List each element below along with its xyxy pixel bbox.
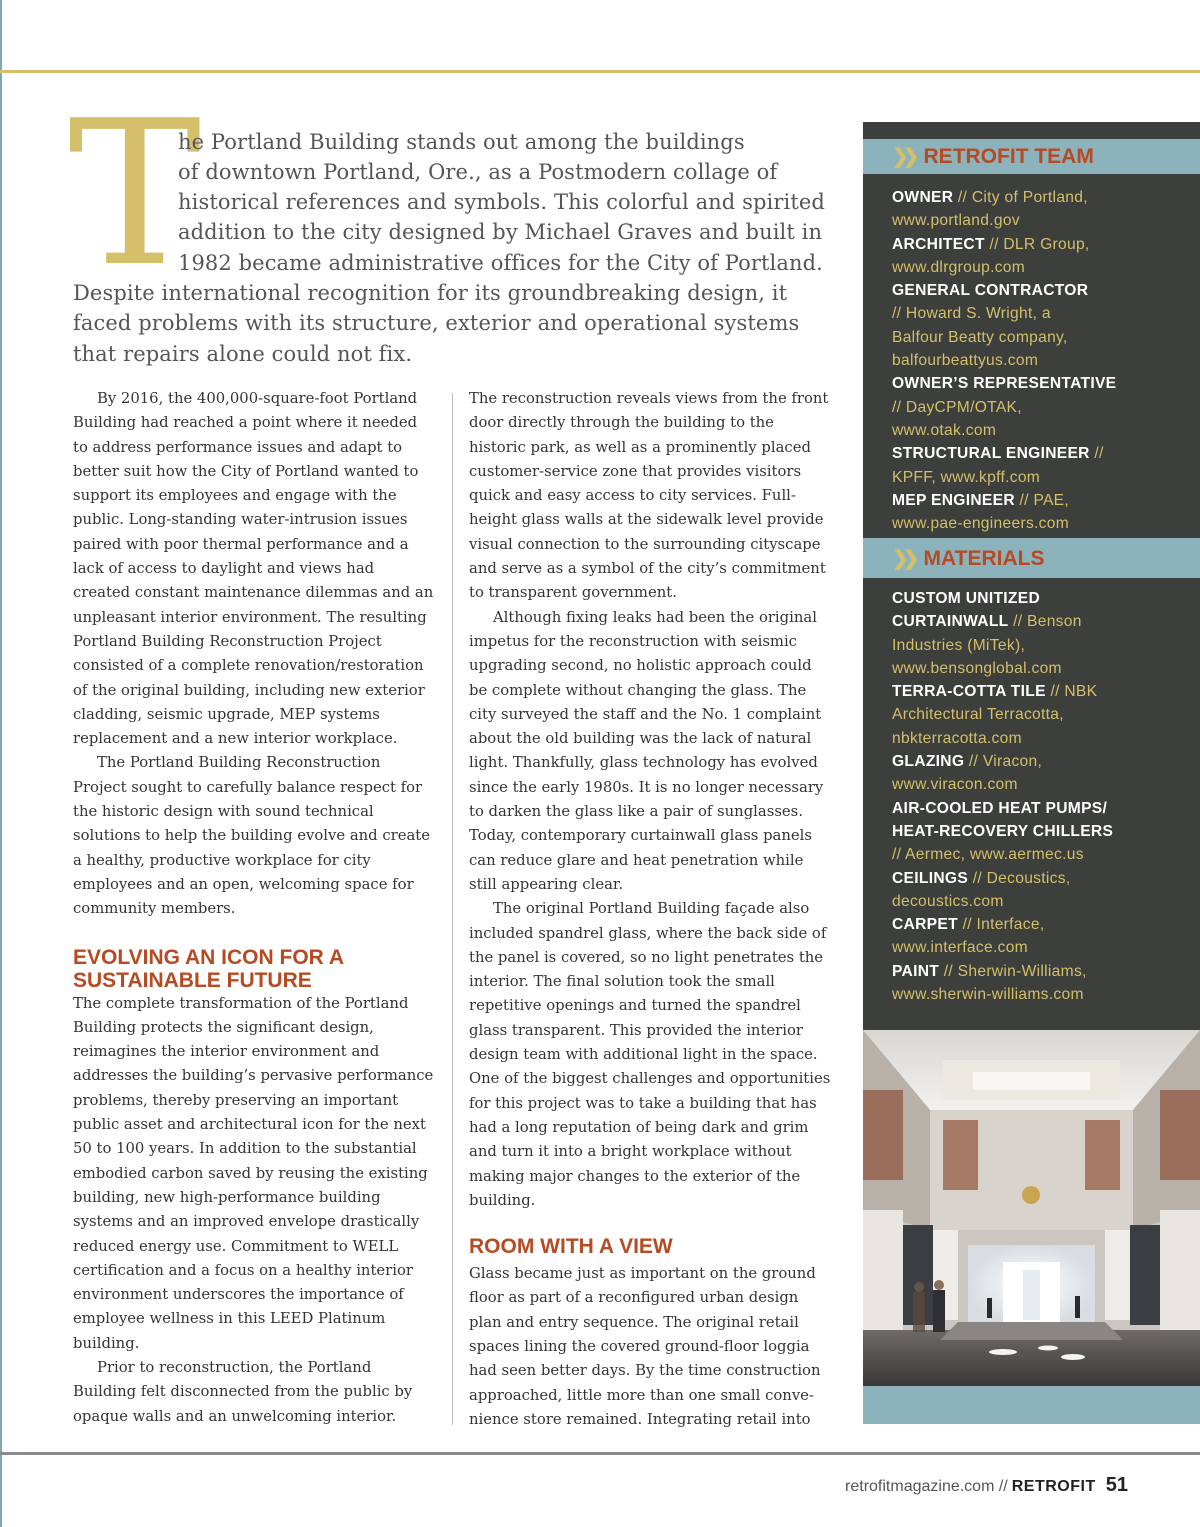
paragraph: The original Portland Building façade also included spandrel glass, where the back side of the panel is covered, so no light penetrates the interior. The final solution took the small repetitive openings and turned the spandrel glass transparent. This provided the interior design team with additional light in the space. One of the biggest challenges and opportunities for this project was to take a building that has had a long reputation of being dark and grim and turn it into a bright workplace without making major changes to the exterior of the building. — [469, 900, 831, 1209]
article-column-right — [469, 387, 831, 1432]
credit-name: City of Portland, — [971, 189, 1088, 206]
credit-name: Interface, — [976, 916, 1045, 934]
material-entry-paint — [892, 960, 1192, 983]
team-entry-mep-engineer — [892, 489, 1192, 512]
credit-url: www.viracon.com — [892, 776, 1018, 794]
team-entry-architect — [892, 233, 1192, 256]
intro-line: faced problems with its structure, exterior and operational systems — [73, 311, 800, 335]
heading-line: SUSTAINABLE FUTURE — [73, 968, 312, 992]
separator: // — [892, 398, 902, 416]
paragraph: Although fixing leaks had been the original impetus for the reconstruction with seismic upgrading second, no holistic approach could be complete without changing the glass. The city surveyed the staff and the No. 1 complaint about the old building was the lack of natural light. Thankfully, glass technology has evolved since the early 1980s. It is no longer necessary to darken the glass like a pair of sunglasses. Today, contemporary curtainwall glass panels can reduce glare and heat penetration while still appearing clear. — [469, 608, 824, 893]
credit-name: Aermec, www.aermec.us — [905, 846, 1084, 864]
page-number: 51 — [1105, 1474, 1128, 1496]
material-entry-terra-cotta — [892, 680, 1192, 703]
credit-name: Viracon, — [982, 753, 1043, 771]
paragraph: The reconstruction reveals views from the front door directly through the building to the historic park, as well as a prominently placed customer-service zone that provides visitors quick and easy access to city services. Full-height glass walls at the sidewalk level provide visual connection to the surrounding cityscape and serve as a symbol of the city’s commitment to transparent government. — [469, 390, 829, 602]
credit-name: Balfour Beatty company, — [892, 328, 1068, 346]
credit-role: OWNER’S REPRESENTATIVE — [892, 375, 1117, 393]
paragraph: The complete transformation of the Portland Building protects the significant design, reimagines the interior environment and addresses the building’s pervasive performance problems, thereby preserving an important public asset and architectural icon for the next 50 to 100 years. In addition to the substantial embodied carbon saved by reusing the existing building, new high-performance building systems and an improved envelope drastically reduced energy use. Commitment to WELL certification and a focus on a healthy interior environment underscores the importance of employee wellness in this LEED Platinum building. — [73, 994, 434, 1352]
material-entry-heat-pumps — [892, 797, 1192, 820]
top-rule — [0, 70, 1200, 73]
credit-name: DLR Group, — [1003, 235, 1090, 253]
lobby-photo-illustration — [863, 1030, 1200, 1386]
credit-name: PAE, — [1033, 491, 1070, 509]
separator: // — [1050, 683, 1060, 701]
credit-role: AIR-COOLED HEAT PUMPS/ — [892, 799, 1108, 817]
separator: // — [1094, 445, 1104, 463]
bottom-rule — [0, 1452, 1200, 1455]
credit-role: TERRA-COTTA TILE — [892, 683, 1046, 701]
retrofit-team-heading — [892, 144, 1094, 169]
separator: // — [962, 916, 972, 934]
footer-site: retrofitmagazine.com // — [845, 1478, 1008, 1495]
credit-role: GENERAL CONTRACTOR — [892, 282, 1089, 300]
credit-role: CUSTOM UNITIZED — [892, 590, 1041, 607]
credit-url: www.pae-engineers.com — [892, 515, 1070, 533]
heading-label: MATERIALS — [923, 546, 1045, 570]
materials-heading — [892, 546, 1044, 571]
page-edge-accent — [0, 0, 2, 1527]
intro-line: that repairs alone could not fix. — [73, 342, 413, 366]
credit-role: MEP ENGINEER — [892, 491, 1015, 509]
separator: // — [1019, 491, 1029, 509]
credit-name: Decoustics, — [986, 869, 1071, 887]
credit-name: NBK — [1064, 683, 1098, 701]
paragraph: The Portland Building Reconstruction Project sought to carefully balance respect for the historic design with sound technical solutions to help the building evolve and create a healthy, productive workplace for city employees and an open, welcoming space for community members. — [73, 754, 430, 918]
separator: // — [972, 869, 982, 887]
material-entry-carpet — [892, 913, 1192, 936]
separator: // — [968, 753, 979, 771]
credit-url: decoustics.com — [892, 892, 1004, 910]
credit-role: CARPET — [892, 916, 958, 934]
heading-line: EVOLVING AN ICON FOR A — [73, 945, 345, 969]
credit-url: balfourbeattyus.com — [892, 352, 1039, 370]
sidebar-footer-bar — [863, 1386, 1200, 1424]
separator: // — [989, 235, 999, 253]
credit-role: STRUCTURAL ENGINEER — [892, 445, 1090, 463]
credit-role: PAINT — [892, 962, 940, 980]
section-heading-evolving — [73, 946, 435, 992]
team-entry-structural-engineer — [892, 442, 1192, 465]
page-footer — [845, 1474, 1128, 1497]
credit-url: www.bensonglobal.com — [892, 659, 1062, 677]
intro-line: historical references and symbols. This colorful and spirited — [178, 190, 825, 214]
separator: // — [943, 962, 954, 980]
separator: // — [892, 846, 902, 864]
credit-role: OWNER — [892, 189, 954, 206]
credit-name: Howard S. Wright, a — [905, 305, 1051, 323]
credit-name: Industries (MiTek), — [892, 636, 1026, 654]
retrofit-team-list — [892, 186, 1192, 535]
team-entry-owners-rep — [892, 372, 1192, 395]
separator: // — [1013, 613, 1023, 631]
double-chevron-icon: ❯❯ — [892, 146, 914, 168]
materials-list — [892, 587, 1192, 1006]
separator: // — [957, 189, 968, 206]
lobby-photo — [863, 1030, 1200, 1386]
credit-url: www.otak.com — [892, 421, 997, 439]
team-entry-general-contractor — [892, 279, 1192, 302]
material-entry-ceilings — [892, 867, 1192, 890]
column-divider — [452, 393, 453, 1425]
credit-name: Sherwin-Williams, — [957, 962, 1087, 980]
footer-brand: RETROFIT — [1011, 1478, 1096, 1495]
paragraph: Prior to reconstruction, the Portland Building felt disconnected from the public by opaque walls and an unwelcoming interior. — [73, 1358, 413, 1425]
credit-role: CEILINGS — [892, 869, 969, 887]
separator: // — [892, 305, 902, 323]
credit-name: Benson — [1027, 613, 1082, 631]
credit-name: KPFF, www.kpff.com — [892, 468, 1041, 486]
section-heading-room-with-a-view: ROOM WITH A VIEW — [469, 1235, 673, 1259]
intro-line: 1982 became administrative offices for the City of Portland. — [178, 251, 823, 275]
credit-role: ARCHITECT — [892, 235, 985, 253]
drop-cap: T — [68, 78, 202, 311]
credit-role: GLAZING — [892, 753, 965, 771]
sidebar-panel — [863, 122, 1200, 1424]
intro-line: he Portland Building stands out among the buildings — [178, 130, 745, 154]
paragraph: By 2016, the 400,000-square-foot Portland Building had reached a point where it needed to address performance issues and adapt to better suit how the City of Portland wanted to support its employees and engage with the public. Long-standing water-intrusion issues paired with poor thermal performance and a lack of access to daylight and views had created constant maintenance dilemmas and an unpleasant interior environment. The resulting Portland Building Reconstruction Project consisted of a complete renovation/restoration of the original building, including new exterior cladding, seismic upgrade, MEP systems replacement and a new interior workplace. — [73, 390, 434, 748]
intro-line: Despite international recognition for its groundbreaking design, it — [73, 281, 788, 305]
material-entry-curtainwall — [892, 587, 1192, 610]
credit-role: CURTAINWALL — [892, 613, 1009, 631]
credit-url: www.dlrgroup.com — [892, 258, 1026, 276]
material-entry-glazing — [892, 750, 1192, 773]
intro-line: of downtown Portland, Ore., as a Postmodern collage of — [178, 160, 778, 184]
heading-label: RETROFIT TEAM — [923, 144, 1094, 168]
team-entry-owner — [892, 186, 1192, 209]
credit-role: HEAT-RECOVERY CHILLERS — [892, 822, 1114, 840]
credit-url: www.sherwin-williams.com — [892, 986, 1084, 1004]
paragraph: Glass became just as important on the ground floor as part of a reconfigured urban design plan and entry sequence. The original retail spaces lining the covered ground-floor loggia had seen better days. By the time construction approached, little more than one small conve-nience store remained. Integrating retail into — [469, 1265, 821, 1428]
credit-url: www.portland.gov — [892, 212, 1020, 230]
credit-url: nbkterracotta.com — [892, 729, 1022, 747]
intro-line: addition to the city designed by Michael Graves and built in — [178, 220, 823, 244]
double-chevron-icon: ❯❯ — [892, 548, 914, 570]
credit-name: DayCPM/OTAK, — [905, 398, 1022, 416]
credit-name: Architectural Terracotta, — [892, 706, 1064, 724]
article-column-left — [73, 387, 435, 1429]
credit-url: www.interface.com — [892, 939, 1028, 957]
